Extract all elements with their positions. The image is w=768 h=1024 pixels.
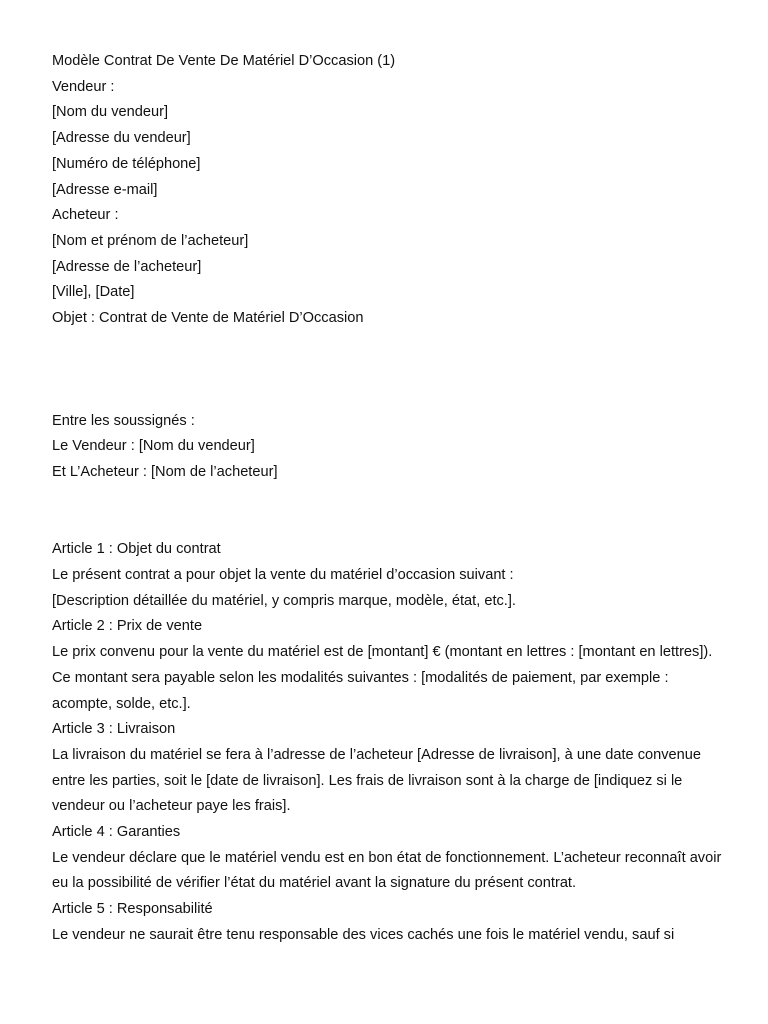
article-3-title: Article 3 : Livraison — [52, 721, 176, 738]
article-1-title: Article 1 : Objet du contrat — [52, 541, 221, 558]
spacer — [52, 486, 722, 538]
article-5-title: Article 5 : Responsabilité — [52, 901, 213, 918]
buyer-label: Acheteur : — [52, 207, 119, 224]
parties-buyer: Et L’Acheteur : [Nom de l’acheteur] — [52, 464, 278, 481]
article-2-body: Le prix convenu pour la vente du matériel est de [montant] € (montant en lettres : [montant en lettres]). Ce montant sera payable selon les modalités suivantes : [modalités de paiement, par exemple : acompte, solde, etc.]. — [52, 644, 713, 712]
buyer-address: [Adresse de l’acheteur] — [52, 258, 202, 275]
article-1-body-2: [Description détaillée du matériel, y compris marque, modèle, état, etc.]. — [52, 592, 516, 609]
article-4-body: Le vendeur déclare que le matériel vendu est en bon état de fonctionnement. L’acheteur reconnaît avoir eu la possibilité de vérifier l’état du matériel avant la signature du présent contrat. — [52, 849, 722, 892]
article-3-body: La livraison du matériel se fera à l’adresse de l’acheteur [Adresse de livraison], à une date convenue entre les parties, soit le [date de livraison]. Les frais de livraison sont à la charge de [indiquez si le vendeur ou l’acheteur paye les frais]. — [52, 746, 701, 815]
parties-intro: Entre les soussignés : — [52, 412, 195, 429]
parties-seller: Le Vendeur : [Nom du vendeur] — [52, 438, 255, 455]
document-title: Modèle Contrat De Vente De Matériel D’Occasion (1) — [52, 53, 396, 69]
article-4-title: Article 4 : Garanties — [52, 824, 181, 841]
buyer-name: [Nom et prénom de l’acheteur] — [52, 232, 249, 249]
place-date: [Ville], [Date] — [52, 284, 135, 301]
contract-subject: Objet : Contrat de Vente de Matériel D’Occasion — [52, 310, 364, 327]
seller-label: Vendeur : — [52, 78, 115, 95]
document-page — [52, 49, 722, 949]
spacer — [52, 332, 722, 409]
article-2-title: Article 2 : Prix de vente — [52, 618, 203, 635]
seller-email: [Adresse e-mail] — [52, 181, 158, 198]
article-1-body-1: Le présent contrat a pour objet la vente du matériel d’occasion suivant : — [52, 567, 514, 584]
article-5-body: Le vendeur ne saurait être tenu responsable des vices cachés une fois le matériel vendu, sauf si — [52, 926, 675, 943]
seller-address: [Adresse du vendeur] — [52, 130, 191, 147]
seller-phone: [Numéro de téléphone] — [52, 155, 201, 172]
seller-name: [Nom du vendeur] — [52, 104, 169, 121]
